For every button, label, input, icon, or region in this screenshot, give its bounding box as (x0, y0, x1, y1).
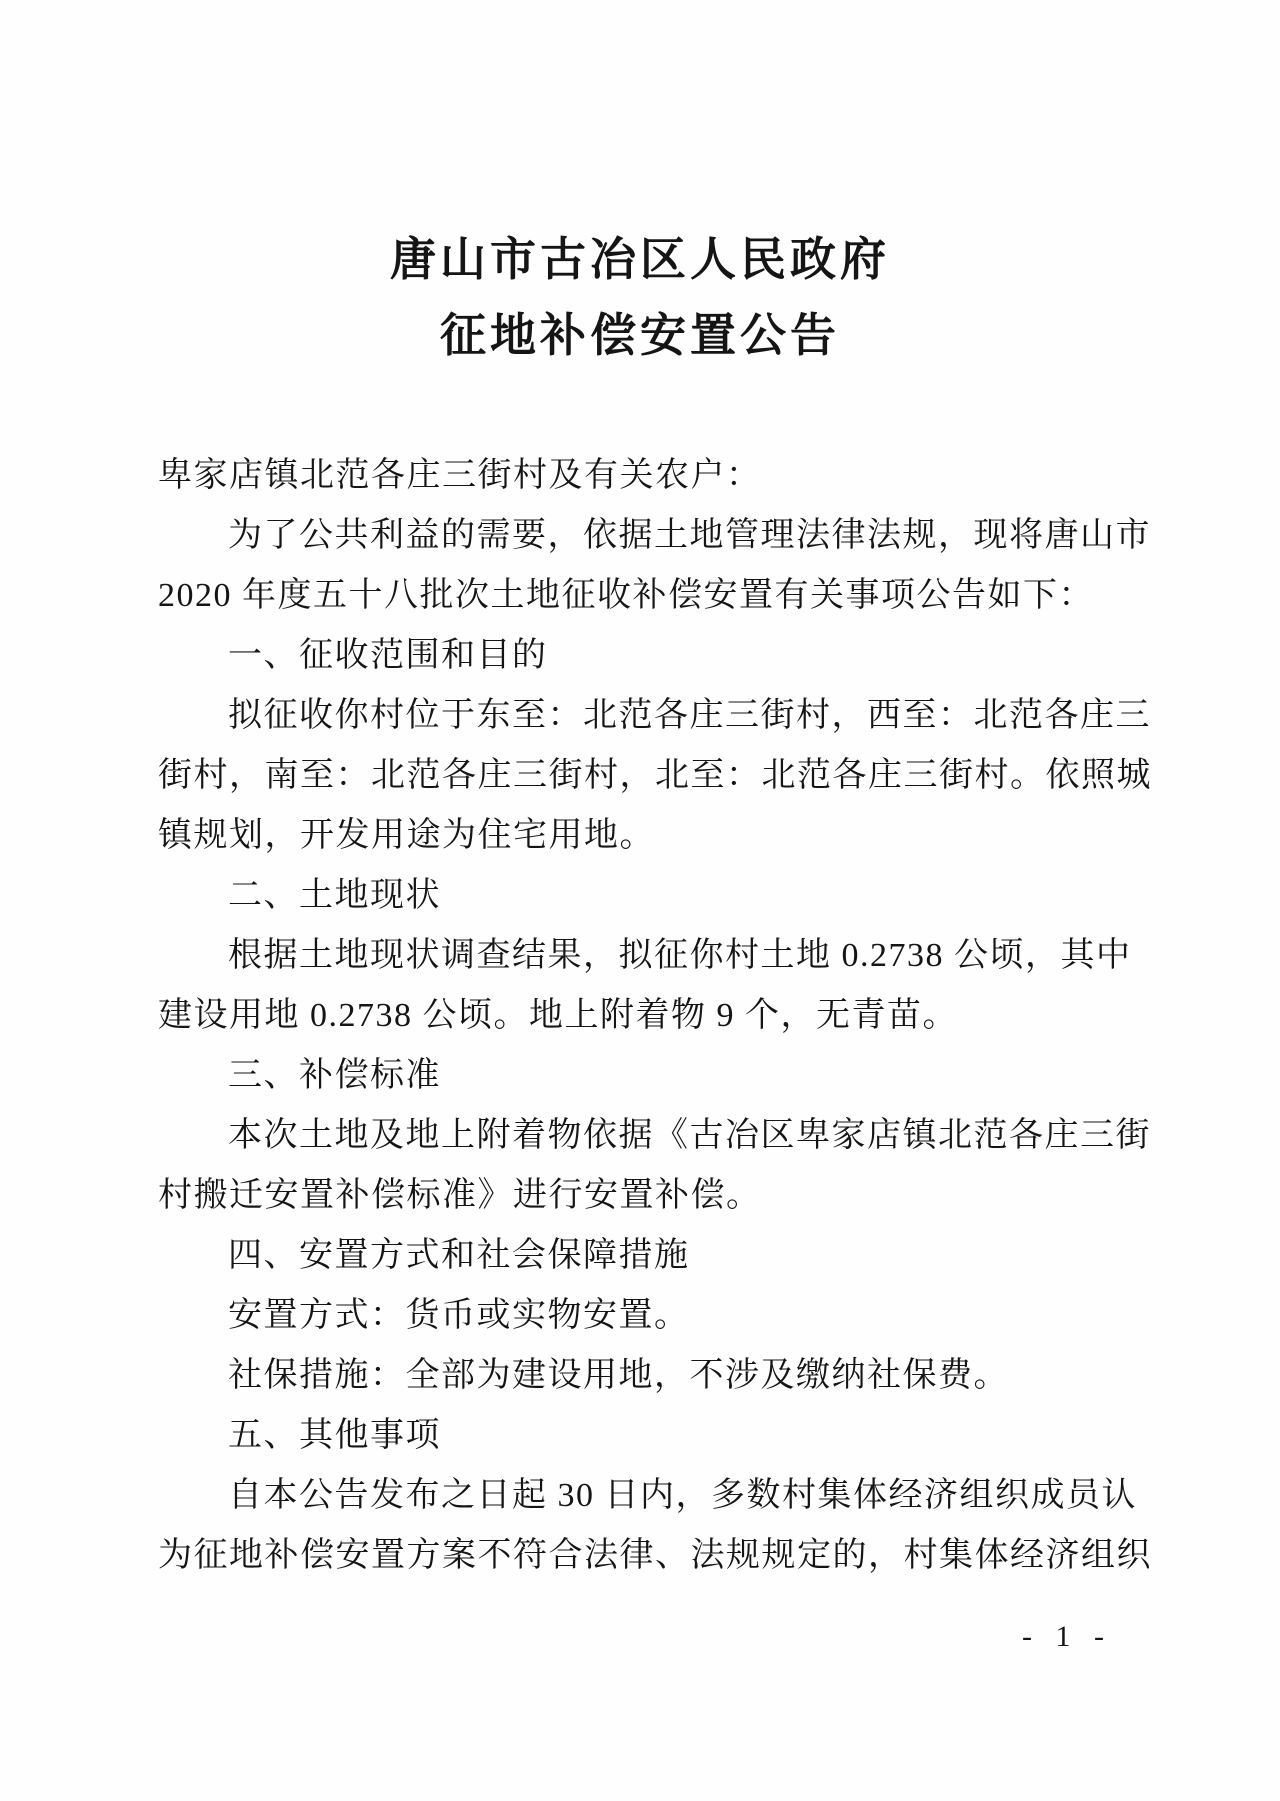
title-line-2: 征地补偿安置公告 (440, 310, 840, 361)
body-line-section3-heading: 三、补偿标准 (228, 1057, 441, 1094)
body-line-intro-1: 为了公共利益的需要，依据土地管理法律法规，现将唐山市 (228, 517, 1151, 554)
body-line-section4-text-1: 安置方式：货币或实物安置。 (228, 1297, 690, 1334)
document-body (158, 446, 1152, 1586)
page-number: - 1 - (1022, 1620, 1112, 1653)
body-line-salutation: 卑家店镇北范各庄三街村及有关农户： (158, 457, 762, 494)
body-line-section1-text-1: 拟征收你村位于东至：北范各庄三街村，西至：北范各庄三 (228, 697, 1151, 734)
body-line-section5-text-2: 为征地补偿安置方案不符合法律、法规规定的，村集体经济组织 (158, 1537, 1152, 1574)
body-line-section3-text-1: 本次土地及地上附着物依据《古冶区卑家店镇北范各庄三街 (228, 1117, 1151, 1154)
body-line-section2-text-2: 建设用地 0.2738 公顷。地上附着物 9 个，无青苗。 (158, 997, 958, 1034)
body-line-section4-heading: 四、安置方式和社会保障措施 (228, 1237, 690, 1274)
body-line-section3-text-2: 村搬迁安置补偿标准》进行安置补偿。 (158, 1177, 762, 1214)
body-line-section5-text-1: 自本公告发布之日起 30 日内，多数村集体经济组织成员认 (228, 1477, 1137, 1514)
body-line-section1-text-3: 镇规划，开发用途为住宅用地。 (158, 817, 655, 854)
title-line-1: 唐山市古冶区人民政府 (390, 234, 890, 285)
body-line-section1-heading: 一、征收范围和目的 (228, 637, 548, 674)
body-line-section4-text-2: 社保措施：全部为建设用地，不涉及缴纳社保费。 (228, 1357, 1009, 1394)
body-line-section2-heading: 二、土地现状 (228, 877, 441, 914)
body-line-intro-2: 2020 年度五十八批次土地征收补偿安置有关事项公告如下： (158, 577, 1094, 614)
body-line-section2-text-1: 根据土地现状调查结果，拟征你村土地 0.2738 公顷，其中 (228, 937, 1132, 974)
body-line-section1-text-2: 街村，南至：北范各庄三街村，北至：北范各庄三街村。依照城 (158, 757, 1152, 794)
body-line-section5-heading: 五、其他事项 (228, 1417, 441, 1454)
document-title (0, 222, 1280, 374)
